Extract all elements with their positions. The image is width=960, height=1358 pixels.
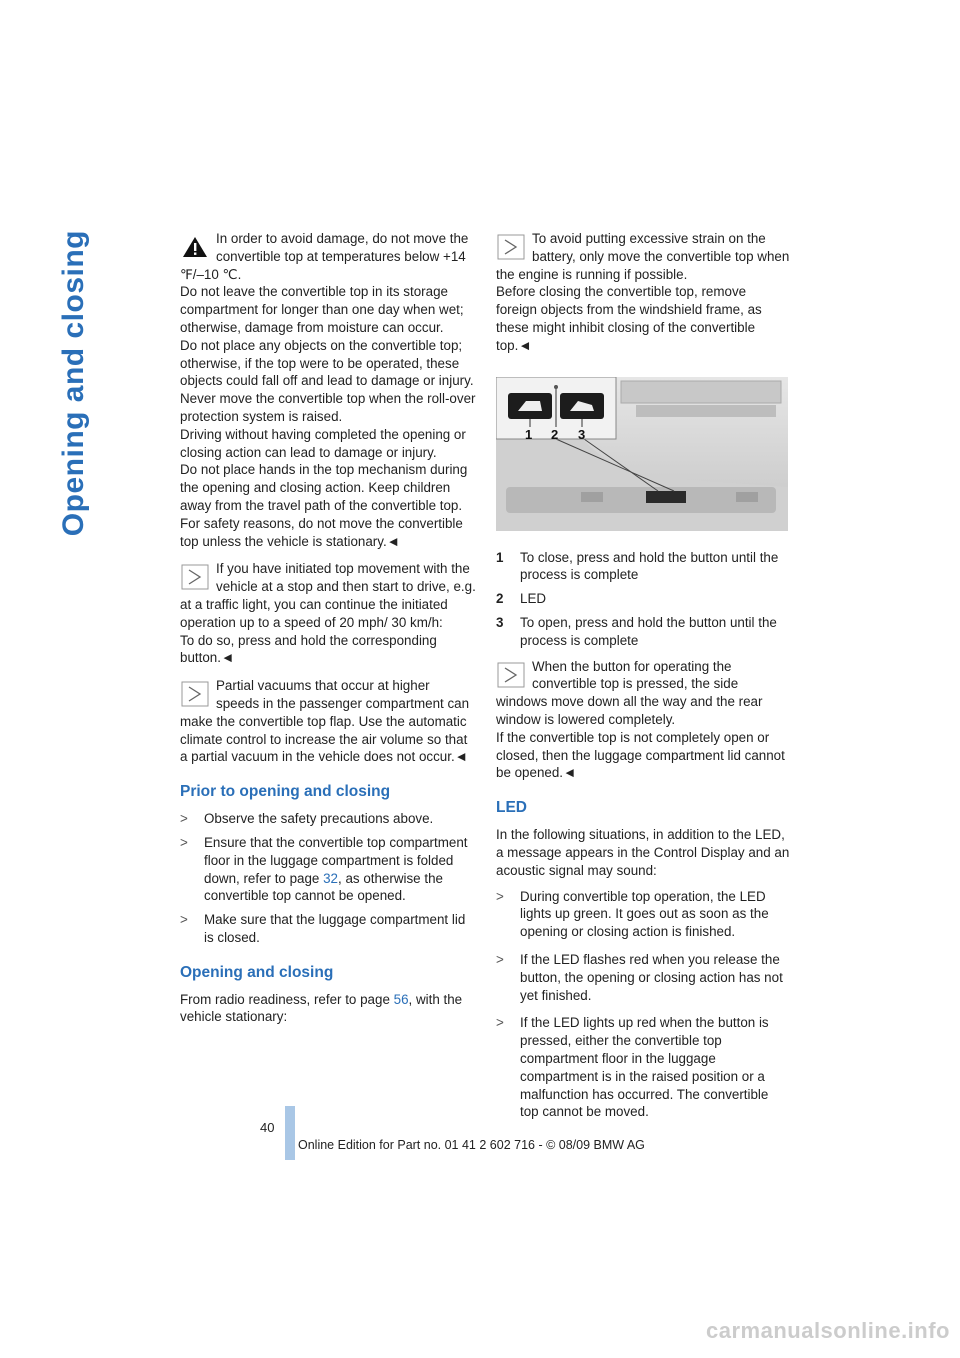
- heading-opening: Opening and closing: [180, 963, 334, 981]
- item-text: To open, press and hold the button until the process is complete: [520, 614, 777, 648]
- page-link-56[interactable]: 56: [393, 991, 409, 1007]
- note-windows: [496, 658, 790, 783]
- led-item-text: If the LED lights up red when the button is pressed, either the convertible top compartment floor in the luggage compartment is in the raised position or a malfunction has occurred. The convertible top cannot be moved.: [520, 1015, 769, 1120]
- prior-item-2: [180, 834, 476, 905]
- numbered-item-3: [496, 614, 790, 650]
- numbered-item-2: [496, 590, 790, 608]
- right-column: [496, 230, 790, 1127]
- bullet-mark: >: [496, 888, 504, 904]
- prior-item-text: Observe the safety precautions above.: [204, 811, 434, 827]
- led-item-2: [496, 951, 790, 1004]
- prior-item-3: [180, 911, 476, 947]
- led-item-3: [496, 1014, 790, 1121]
- bullet-mark: >: [180, 811, 188, 827]
- warning-note: [180, 230, 476, 550]
- opening-text: [180, 991, 476, 1027]
- page-number: 40: [260, 1120, 275, 1135]
- item-number: 2: [496, 591, 504, 607]
- note-icon: [180, 563, 210, 591]
- warning-text-3: Do not place any objects on the convertible top; otherwise, if the top were to be operated, these objects could fall off and lead to damage or injury.: [180, 337, 474, 389]
- note-battery-text-2: Before closing the convertible top, remove foreign objects from the windshield frame, as these might inhibit closing of the convertible top.◄: [496, 284, 762, 353]
- item-number: 3: [496, 614, 504, 630]
- bullet-mark: >: [496, 1015, 504, 1031]
- led-item-text: During convertible top operation, the LED lights up green. It goes out as soon as the opening or closing action is finished.: [520, 888, 769, 940]
- note-speed-text-1: If you have initiated top movement with the vehicle at a stop and then start to drive, e.g. at a traffic light, you can continue the initiated operation up to a speed of 20 mph/ 30 km/h:: [180, 561, 476, 630]
- item-text: To close, press and hold the button until the process is complete: [520, 549, 779, 583]
- numbered-item-1: [496, 549, 790, 585]
- led-intro: In the following situations, in addition to the LED, a message appears in the Control Display and an acoustic signal may sound:: [496, 827, 790, 878]
- warning-text-4: Never move the convertible top when the roll-over protection system is raised.: [180, 391, 476, 424]
- item-text: LED: [520, 591, 547, 607]
- side-title: [44, 230, 104, 870]
- warning-text-7: For safety reasons, do not move the convertible top unless the vehicle is stationary.◄: [180, 515, 463, 549]
- photo-label-1: 1: [525, 426, 533, 442]
- opening-text-pre: From radio readiness, refer to page: [180, 991, 394, 1007]
- led-item-1: [496, 888, 790, 941]
- bullet-mark: >: [496, 951, 504, 967]
- photo-label-3: 3: [578, 426, 586, 442]
- note-speed-text-2: To do so, press and hold the corresponding button.◄: [180, 632, 437, 666]
- led-item-text: If the LED flashes red when you release the button, the opening or closing action has not yet finished.: [520, 951, 783, 1003]
- note-icon: [180, 680, 210, 708]
- note-windows-text-1: When the button for operating the convertible top is pressed, the side windows move down all the way and the rear window is lowered completely.: [496, 658, 763, 727]
- bullet-mark: >: [180, 912, 188, 928]
- item-number: 1: [496, 549, 504, 565]
- heading-led: LED: [496, 799, 527, 817]
- warning-text-6: Do not place hands in the top mechanism during the opening and closing action. Keep children away from the travel path of the convertible top.: [180, 462, 468, 513]
- note-speed: [180, 560, 476, 667]
- warning-text-5: Driving without having completed the opening or closing action can lead to damage or injury.: [180, 426, 466, 460]
- warning-text-2: Do not leave the convertible top in its storage compartment for longer than one day when wet; otherwise, damage from moisture can occur.: [180, 284, 464, 335]
- prior-item-1: [180, 810, 476, 828]
- note-icon: [496, 233, 526, 261]
- side-title-text: Opening and closing: [57, 230, 90, 537]
- page-link-32[interactable]: 32: [323, 870, 339, 886]
- prior-item-text: Make sure that the luggage compartment lid is closed.: [204, 912, 466, 945]
- watermark: carmanualsonline.info: [706, 1318, 950, 1343]
- opening-text-post: , with the vehicle stationary:: [180, 991, 463, 1025]
- note-icon: [496, 661, 526, 689]
- note-windows-text-2: If the convertible top is not completely open or closed, then the luggage compartment lid cannot be opened.◄: [496, 729, 785, 781]
- photo-label-2: 2: [551, 426, 559, 442]
- prior-item-text-post: , as otherwise the convertible top cannot be opened.: [204, 870, 443, 904]
- heading-prior: Prior to opening and closing: [180, 783, 391, 801]
- note-battery: [496, 230, 790, 355]
- warning-icon: [180, 233, 210, 261]
- note-battery-text-1: To avoid putting excessive strain on the battery, only move the convertible top when the engine is running if possible.: [496, 231, 790, 282]
- console-photo: [496, 377, 788, 531]
- footer-bar: [285, 1106, 295, 1160]
- bullet-mark: >: [180, 834, 188, 850]
- prior-item-text: Ensure that the convertible top compartment floor in the luggage compartment is folded down, refer to page: [204, 834, 468, 886]
- footer-text: Online Edition for Part no. 01 41 2 602 716 - © 08/09 BMW AG: [298, 1138, 645, 1152]
- warning-text-1: In order to avoid damage, do not move the convertible top at temperatures below +14 ℉/–10 ℃.: [180, 231, 469, 282]
- note-vacuum: [180, 677, 476, 766]
- note-vacuum-text: Partial vacuums that occur at higher speeds in the passenger compartment can make the convertible top flap. Use the automatic climate control to increase the air volume so that a partial vacuum in the vehicle does not occur.◄: [180, 678, 470, 765]
- left-column: [180, 230, 476, 1026]
